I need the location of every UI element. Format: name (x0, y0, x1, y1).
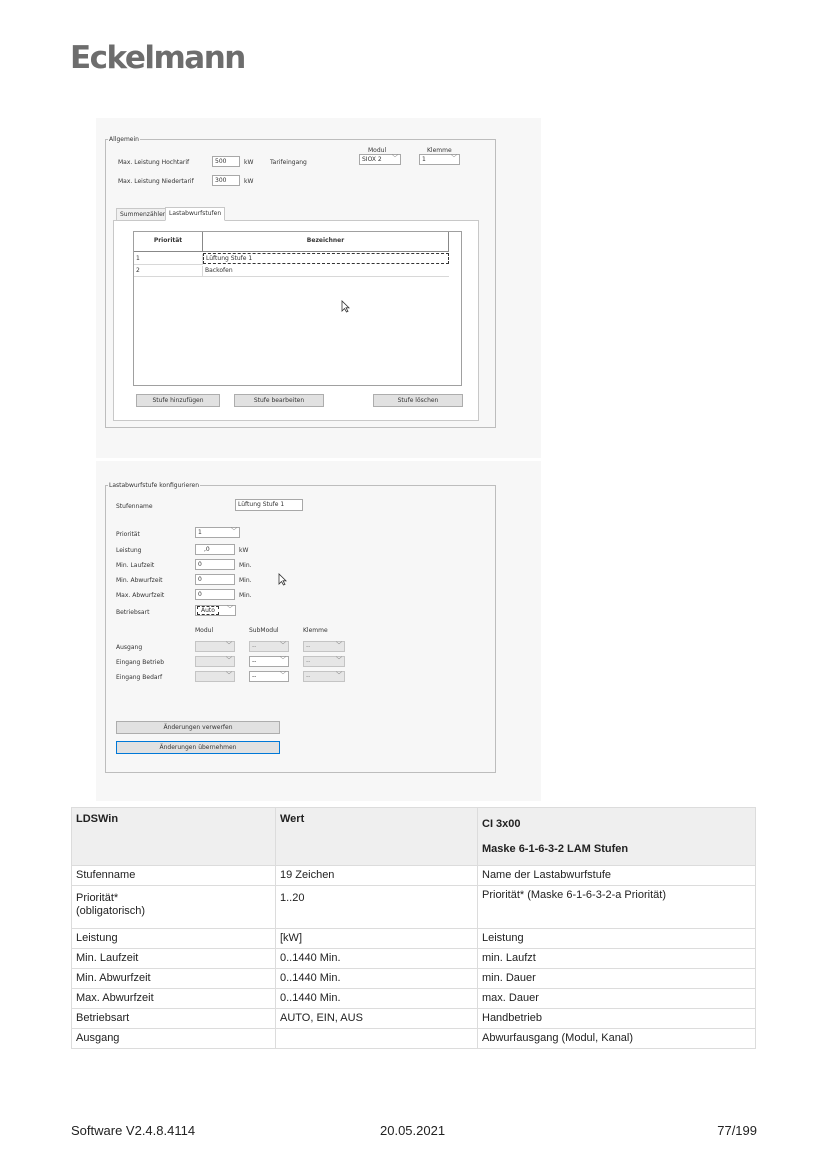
max-nieder-input[interactable]: 300 (212, 175, 240, 186)
chevron-down-icon: ﹀ (335, 657, 342, 664)
header-ci (478, 808, 756, 866)
cell-ldswin: Leistung (72, 929, 276, 949)
betriebsart-select[interactable] (195, 605, 236, 616)
mouse-cursor-icon (278, 573, 287, 586)
cell-ldswin: Min. Laufzeit (72, 949, 276, 969)
mouse-cursor-icon (341, 300, 350, 313)
bedarf-klemme-select[interactable] (303, 671, 345, 682)
header-wert: Wert (276, 808, 478, 866)
cell-ldswin: Max. Abwurfzeit (72, 989, 276, 1009)
betrieb-submodul-select[interactable] (249, 656, 289, 667)
stufenname-input[interactable]: Lüftung Stufe 1 (235, 499, 303, 511)
cell-ldswin: Min. Abwurfzeit (72, 969, 276, 989)
chevron-down-icon: ﹀ (230, 528, 237, 535)
cell-wert: 19 Zeichen (276, 866, 478, 886)
bedarf-submodul-value: -- (252, 673, 257, 680)
klemme-select[interactable] (419, 154, 460, 165)
chevron-down-icon: ﹀ (226, 606, 233, 613)
prioritaet-label: Priorität (116, 531, 140, 538)
cell-ldswin: Betriebsart (72, 1009, 276, 1029)
chevron-down-icon: ﹀ (225, 657, 232, 664)
cell-ldswin: Stufenname (72, 866, 276, 886)
table-header-row (72, 808, 756, 866)
spec-table (71, 807, 756, 1049)
stufe-bearbeiten-button[interactable]: Stufe bearbeiten (234, 394, 324, 407)
cell-ci: max. Dauer (478, 989, 756, 1009)
group-label: Allgemein (109, 136, 139, 143)
unit-kw: kW (244, 178, 254, 185)
table-row (72, 866, 756, 886)
table-row (72, 1029, 756, 1049)
header-ci-line2: Maske 6-1-6-3-2 LAM Stufen (482, 843, 629, 855)
min-laufzeit-input[interactable]: 0 (195, 559, 235, 570)
cell-ci: Leistung (478, 929, 756, 949)
bedarf-klemme-value: -- (306, 673, 311, 680)
max-hoch-input[interactable]: 500 (212, 156, 240, 167)
max-nieder-label: Max. Leistung Niedertarif (118, 178, 194, 185)
ausgang-label: Ausgang (116, 644, 143, 651)
ausgang-klemme-value: -- (306, 643, 311, 650)
cell-ci: Abwurfausgang (Modul, Kanal) (478, 1029, 756, 1049)
table-row (72, 969, 756, 989)
tarif-label: Tarifeingang (270, 159, 307, 166)
chevron-down-icon: ﹀ (335, 642, 342, 649)
ausgang-klemme-select[interactable] (303, 641, 345, 652)
cell-ci: Handbetrieb (478, 1009, 756, 1029)
col-klemme-header: Klemme (303, 627, 328, 634)
cell-wert: 0..1440 Min. (276, 949, 478, 969)
cell-ldswin: Priorität* (obligatorisch) (72, 886, 276, 929)
chevron-down-icon: ﹀ (391, 155, 398, 162)
grid-row-1-name[interactable]: Lüftung Stufe 1 (203, 253, 449, 264)
table-row (72, 929, 756, 949)
unit-kw: kW (244, 159, 254, 166)
leistung-unit: kW (239, 547, 249, 554)
min-abwurfzeit-input[interactable]: 0 (195, 574, 235, 585)
group-label: Lastabwurfstufe konfigurieren (109, 482, 200, 489)
grid-row-1-prio[interactable]: 1 (134, 254, 203, 265)
aenderungen-verwerfen-button[interactable]: Änderungen verwerfen (116, 721, 280, 734)
tab-summenzaehler[interactable]: Summenzähler (116, 208, 169, 221)
chevron-down-icon: ﹀ (279, 657, 286, 664)
footer-page-number: 77/199 (717, 1123, 757, 1138)
grid-row-2-prio[interactable]: 2 (134, 266, 203, 277)
modul-select-value: SIOX 2 (362, 156, 382, 163)
max-abwurfzeit-label: Max. Abwurfzeit (116, 592, 165, 599)
bedarf-modul-select[interactable] (195, 671, 235, 682)
chevron-down-icon: ﹀ (450, 155, 457, 162)
grid-row-2-name[interactable]: Backofen (203, 266, 449, 277)
min-laufzeit-unit: Min. (239, 562, 252, 569)
chevron-down-icon: ﹀ (225, 642, 232, 649)
modul-header: Modul (368, 147, 387, 154)
stufenname-label: Stufenname (116, 503, 153, 510)
table-row (72, 989, 756, 1009)
betrieb-klemme-select[interactable] (303, 656, 345, 667)
stufe-hinzufuegen-button[interactable]: Stufe hinzufügen (136, 394, 220, 407)
table-row (72, 886, 756, 929)
cell-ci: Name der Lastabwurfstufe (478, 866, 756, 886)
chevron-down-icon: ﹀ (335, 672, 342, 679)
modul-select[interactable] (359, 154, 401, 165)
max-abwurfzeit-input[interactable]: 0 (195, 589, 235, 600)
cell-wert: 0..1440 Min. (276, 969, 478, 989)
leistung-label: Leistung (116, 547, 142, 554)
ausgang-modul-select[interactable] (195, 641, 235, 652)
ausgang-submodul-value: -- (252, 643, 257, 650)
stufe-loeschen-button[interactable]: Stufe löschen (373, 394, 463, 407)
table-row (72, 1009, 756, 1029)
screenshot-lastabwurfstufe (96, 461, 541, 801)
cell-wert: [kW] (276, 929, 478, 949)
bedarf-submodul-select[interactable] (249, 671, 289, 682)
prioritaet-select[interactable] (195, 527, 240, 538)
klemme-select-value: 1 (422, 156, 426, 163)
chevron-down-icon: ﹀ (225, 672, 232, 679)
betriebsart-select-value: Auto (198, 607, 218, 614)
betrieb-submodul-value: -- (252, 658, 257, 665)
cell-ci: min. Laufzt (478, 949, 756, 969)
tab-lastabwurfstufen[interactable]: Lastabwurfstufen (165, 207, 225, 221)
screenshot-allgemein (96, 118, 541, 458)
stufen-grid[interactable] (133, 231, 462, 386)
cell-ci: Priorität* (Maske 6-1-6-3-2-a Priorität) (478, 886, 756, 929)
cell-wert: 0..1440 Min. (276, 989, 478, 1009)
header-ldswin: LDSWin (72, 808, 276, 866)
prioritaet-select-value: 1 (198, 529, 202, 536)
cell-wert: AUTO, EIN, AUS (276, 1009, 478, 1029)
betrieb-klemme-value: -- (306, 658, 311, 665)
min-abwurfzeit-label: Min. Abwurfzeit (116, 577, 163, 584)
col-submodul-header: SubModul (249, 627, 279, 634)
footer-date: 20.05.2021 (380, 1123, 446, 1138)
header-ci-line1: CI 3x00 (482, 818, 521, 830)
max-hoch-label: Max. Leistung Hochtarif (118, 159, 190, 166)
min-abwurfzeit-unit: Min. (239, 577, 252, 584)
col-modul-header: Modul (195, 627, 214, 634)
min-laufzeit-label: Min. Laufzeit (116, 562, 155, 569)
cell-wert: 1..20 (276, 886, 478, 929)
cell-ci: min. Dauer (478, 969, 756, 989)
eingang-betrieb-label: Eingang Betrieb (116, 659, 165, 666)
table-row (72, 949, 756, 969)
chevron-down-icon: ﹀ (279, 672, 286, 679)
aenderungen-uebernehmen-button[interactable]: Änderungen übernehmen (116, 741, 280, 754)
max-abwurfzeit-unit: Min. (239, 592, 252, 599)
eckelmann-logo: Eckelmann (70, 40, 245, 76)
cell-wert (276, 1029, 478, 1049)
grid-header-bezeichner[interactable]: Bezeichner (203, 232, 449, 252)
betrieb-modul-select[interactable] (195, 656, 235, 667)
betriebsart-label: Betriebsart (116, 609, 150, 616)
chevron-down-icon: ﹀ (279, 642, 286, 649)
leistung-input[interactable]: ,0 (195, 544, 235, 555)
klemme-header: Klemme (427, 147, 452, 154)
grid-header-prioritaet[interactable]: Priorität (134, 232, 203, 252)
footer-software: Software V2.4.8.4114 (71, 1123, 196, 1138)
eingang-bedarf-label: Eingang Bedarf (116, 674, 163, 681)
cell-ldswin: Ausgang (72, 1029, 276, 1049)
ausgang-submodul-select[interactable] (249, 641, 289, 652)
